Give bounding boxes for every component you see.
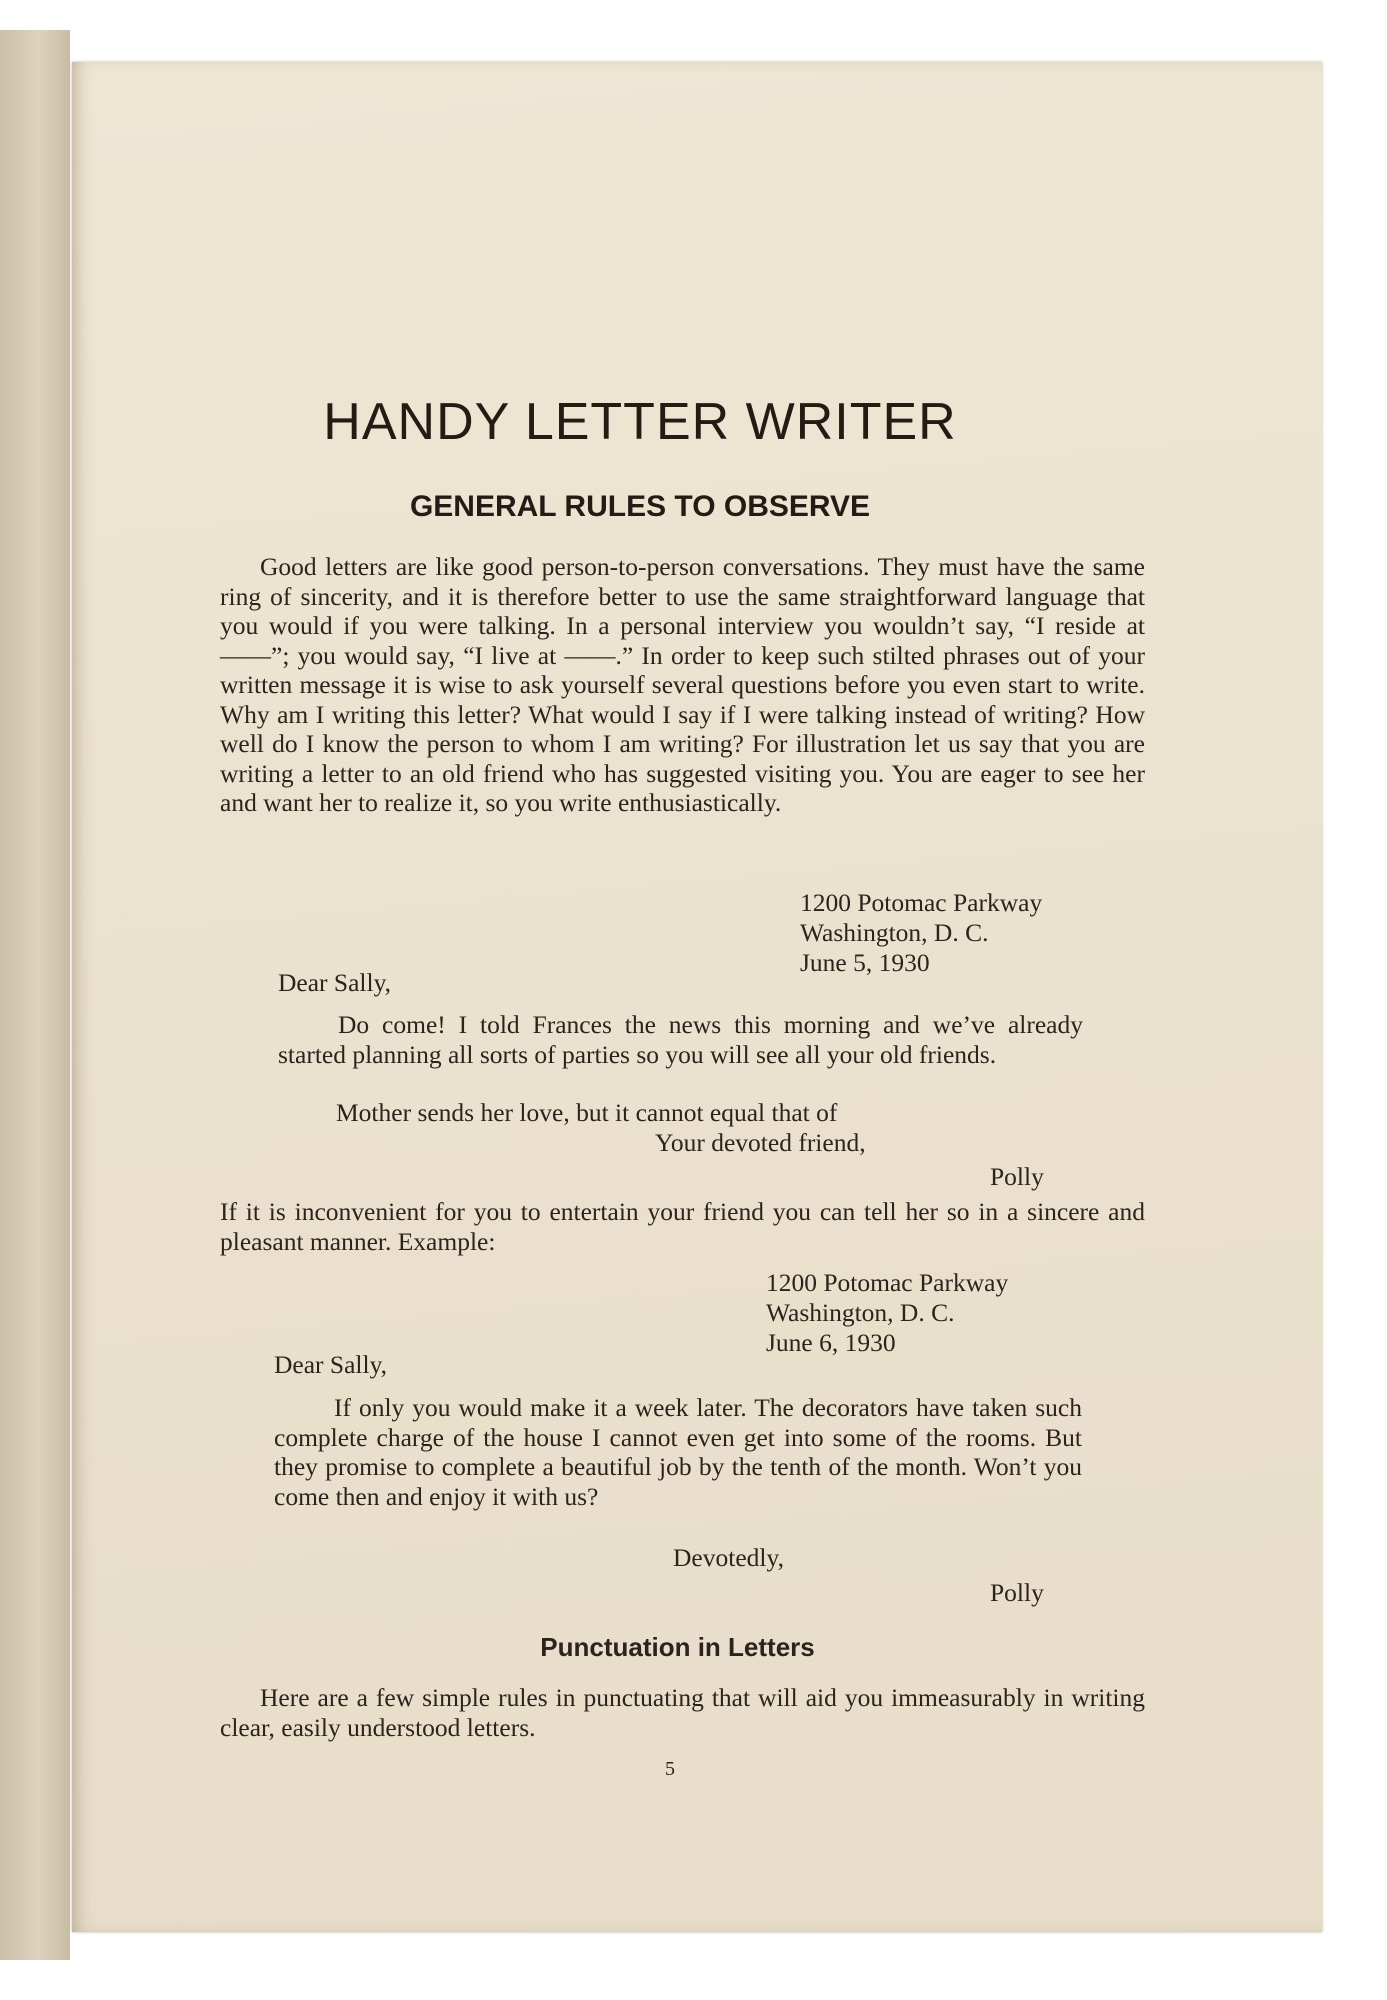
punctuation-paragraph: Here are a few simple rules in punctuating that will aid you immeasurably in writing clear, easily understood letters. [220, 1683, 1145, 1742]
intro-paragraph: Good letters are like good person-to-person conversations. They must have the same ring of sincerity, and it is therefore better to use the same straightforward language that you would if you were talking. In a personal interview you wouldn’t say, “I reside at ——”; you would say, “I live at ——.” In order to keep such stilted phrases out of your written message it is wise to ask yourself several questions before you even start to write. Why am I writing this letter? What would I say if I were talking instead of writing? How well do I know the person to whom I am writing? For illustration let us say that you are writing a letter to an old friend who has suggested visiting you. You are eager to see her and want her to realize it, so you write enthusiastically. [220, 552, 1145, 817]
letter-1-body-2: Mother sends her love, but it cannot equal that of [336, 1098, 838, 1127]
section-title: GENERAL RULES TO OBSERVE [409, 490, 871, 523]
letter-2-salutation: Dear Sally, [274, 1350, 388, 1379]
letter-2-address-block [766, 1268, 1008, 1358]
letter-2-address-line-1: 1200 Potomac Parkway [766, 1268, 1009, 1297]
page-title: HANDY LETTER WRITER [323, 393, 957, 451]
letter-2-closing: Devotedly, [673, 1543, 784, 1572]
letter-1-date: June 5, 1930 [800, 948, 930, 977]
letter-1-closing: Your devoted friend, [655, 1128, 866, 1157]
book-spine [0, 30, 70, 1960]
letter-1-address-line-2: Washington, D. C. [800, 918, 989, 947]
letter-1-salutation: Dear Sally, [278, 968, 392, 997]
letter-1-address-line-1: 1200 Potomac Parkway [800, 888, 1043, 917]
letter-2-body: If only you would make it a week later. The decorators have taken such complete charge of the house I cannot even get into some of the rooms. But they promise to complete a beautiful job by the tenth of the month. Won’t you come then and enjoy it with us? [274, 1393, 1082, 1511]
letter-2-date: June 6, 1930 [766, 1328, 896, 1357]
letter-1-signature: Polly [990, 1162, 1044, 1191]
letter-1-body: Do come! I told Frances the news this morning and we’ve already started planning all sorts of parties so you will see all your old friends. [278, 1010, 1083, 1069]
page-number: 5 [665, 1758, 675, 1780]
letter-2-address-line-2: Washington, D. C. [766, 1298, 955, 1327]
letter-1-address-block [800, 888, 1042, 978]
letter-2-signature: Polly [990, 1578, 1044, 1607]
punctuation-subheading: Punctuation in Letters [540, 1632, 815, 1662]
example-paragraph: If it is inconvenient for you to entertain your friend you can tell her so in a sincere and pleasant manner. Example: [220, 1197, 1145, 1256]
